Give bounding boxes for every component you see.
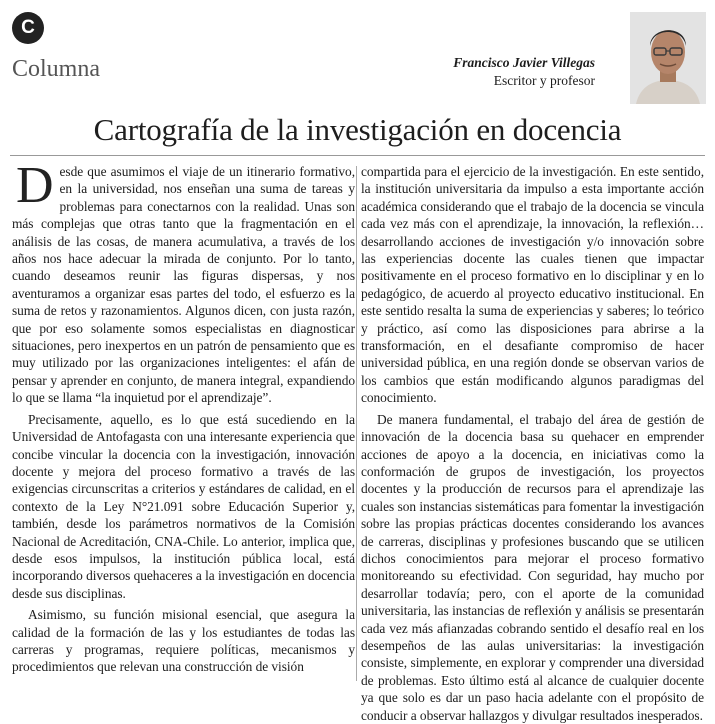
section-badge: C xyxy=(12,12,44,44)
drop-cap: D xyxy=(16,157,54,214)
section-label: Columna xyxy=(12,56,100,82)
article-column-right xyxy=(361,163,704,723)
article-column-left xyxy=(12,157,356,683)
author-byline xyxy=(453,54,595,90)
paragraph-text: esde que asumimos el viaje de un itinerario formativo, en la universidad, nos enseñan una suma de tareas y problemas para conectarnos con la realidad. Unas son más complejas que otras tanto que la fragmentación en el análisis de las cosas, de manera acumulativa, a través de los años nos hace adecuar la mirada de conjunto. Por lo tanto, cuando deseamos reunir las figuras dispersas, y nos aventuramos a organizar esas partes del todo, el esfuerzo es la suma de retos y razonamientos. Algunos dicen, con justa razón, que por eso solamente somos especialistas en diagnosticar situaciones, pero inexpertos en un patrón de pensamiento que es muy utilizado por las organizaciones inteligentes: el afán de pensar y aprender en conjunto, de manera integral, expandiendo lo que se llama “la inquietud por el aprendizaje”. xyxy=(12,164,355,406)
article-paragraph xyxy=(12,157,355,407)
article-paragraph: De manera fundamental, el trabajo del área de gestión de innovación de la docencia basa su quehacer en emprender acciones de apoyo a la docencia, en iniciativas como la conformación de grupos de investigación, los proyectos docentes y la producción de recursos para el aprendizaje las cuales son instancias sistemáticas para fomentar la investigación sobre las propias prácticas docentes considerando los avances de carreras, disciplinas y profesiones buscando que se utilicen dichos conocimientos para mejorar el proceso formativo monitoreando su efectividad. Con seguridad, hay mucho por desarrollar todavía; pero, con el aporte de la comunidad universitaria, las instancias de reflexión y análisis se presentarán cada vez más afianzadas cobrando sentido el desafío real en los desempeños de las aulas universitarias: la investigación consiste, simplemente, en explorar y comprender una diversidad de problemas. Esto último está al alcance de cualquier docente ya que solo es dar un paso hacia adelante con el propósito de conducir a observar hallazgos y divulgar resultados inesperados. xyxy=(361,411,704,723)
article-paragraph-continued: compartida para el ejercicio de la investigación. En este sentido, la institución universitaria da impulso a esta importante acción académica considerando que el trabajo de la docencia se vincula cada vez más con el aprendizaje, la innovación, la reflexión…desarrollando acciones de investigación y/o innovación sobre las experiencias docente las cuales tienen que impactar positivamente en el proceso formativo en lo disciplinar y en lo pedagógico, de acuerdo al proyecto educativo institucional. En este sentido resalta la suma de experiencias y saberes; lo teórico y práctico, así como las disposiciones para abrirse a la transformación, en el desafiante compromiso de hacer universidad pública, en una región donde se observan varios de los cambios que están modificando algunos paradigmas del conocimiento. xyxy=(361,164,704,406)
author-role: Escritor y profesor xyxy=(493,73,595,88)
column-divider xyxy=(356,166,357,681)
author-portrait-image xyxy=(630,12,706,104)
author-photo xyxy=(630,12,706,104)
headline-rule xyxy=(10,155,705,156)
article-paragraph: Precisamente, aquello, es lo que está sucediendo en la Universidad de Antofagasta con una interesante experiencia que concibe vincular la docencia con la investigación, innovación docente y mejora del proceso formativo a través de las exigencias circunscritas a criterios y estándares de calidad, en el contexto de la Ley N°21.091 sobre Educación Superior y, también, desde los parámetros normativos de la Comisión Nacional de Acreditación, CNA-Chile. Lo anterior, implica que, desde esos impulsos, la institución pública local, está incorporando diversos quehaceres a la investigación en docencia desde sus disciplinas. xyxy=(12,411,356,601)
article-headline: Cartografía de la investigación en docencia xyxy=(93,112,622,147)
author-name: Francisco Javier Villegas xyxy=(453,55,595,70)
article-paragraph: Asimismo, su función misional esencial, que asegura la calidad de la formación de las y los estudiantes de todas las carreras y programas, requiere políticas, mecanismos y procedimientos que relevan una construcción de visión xyxy=(12,607,355,675)
